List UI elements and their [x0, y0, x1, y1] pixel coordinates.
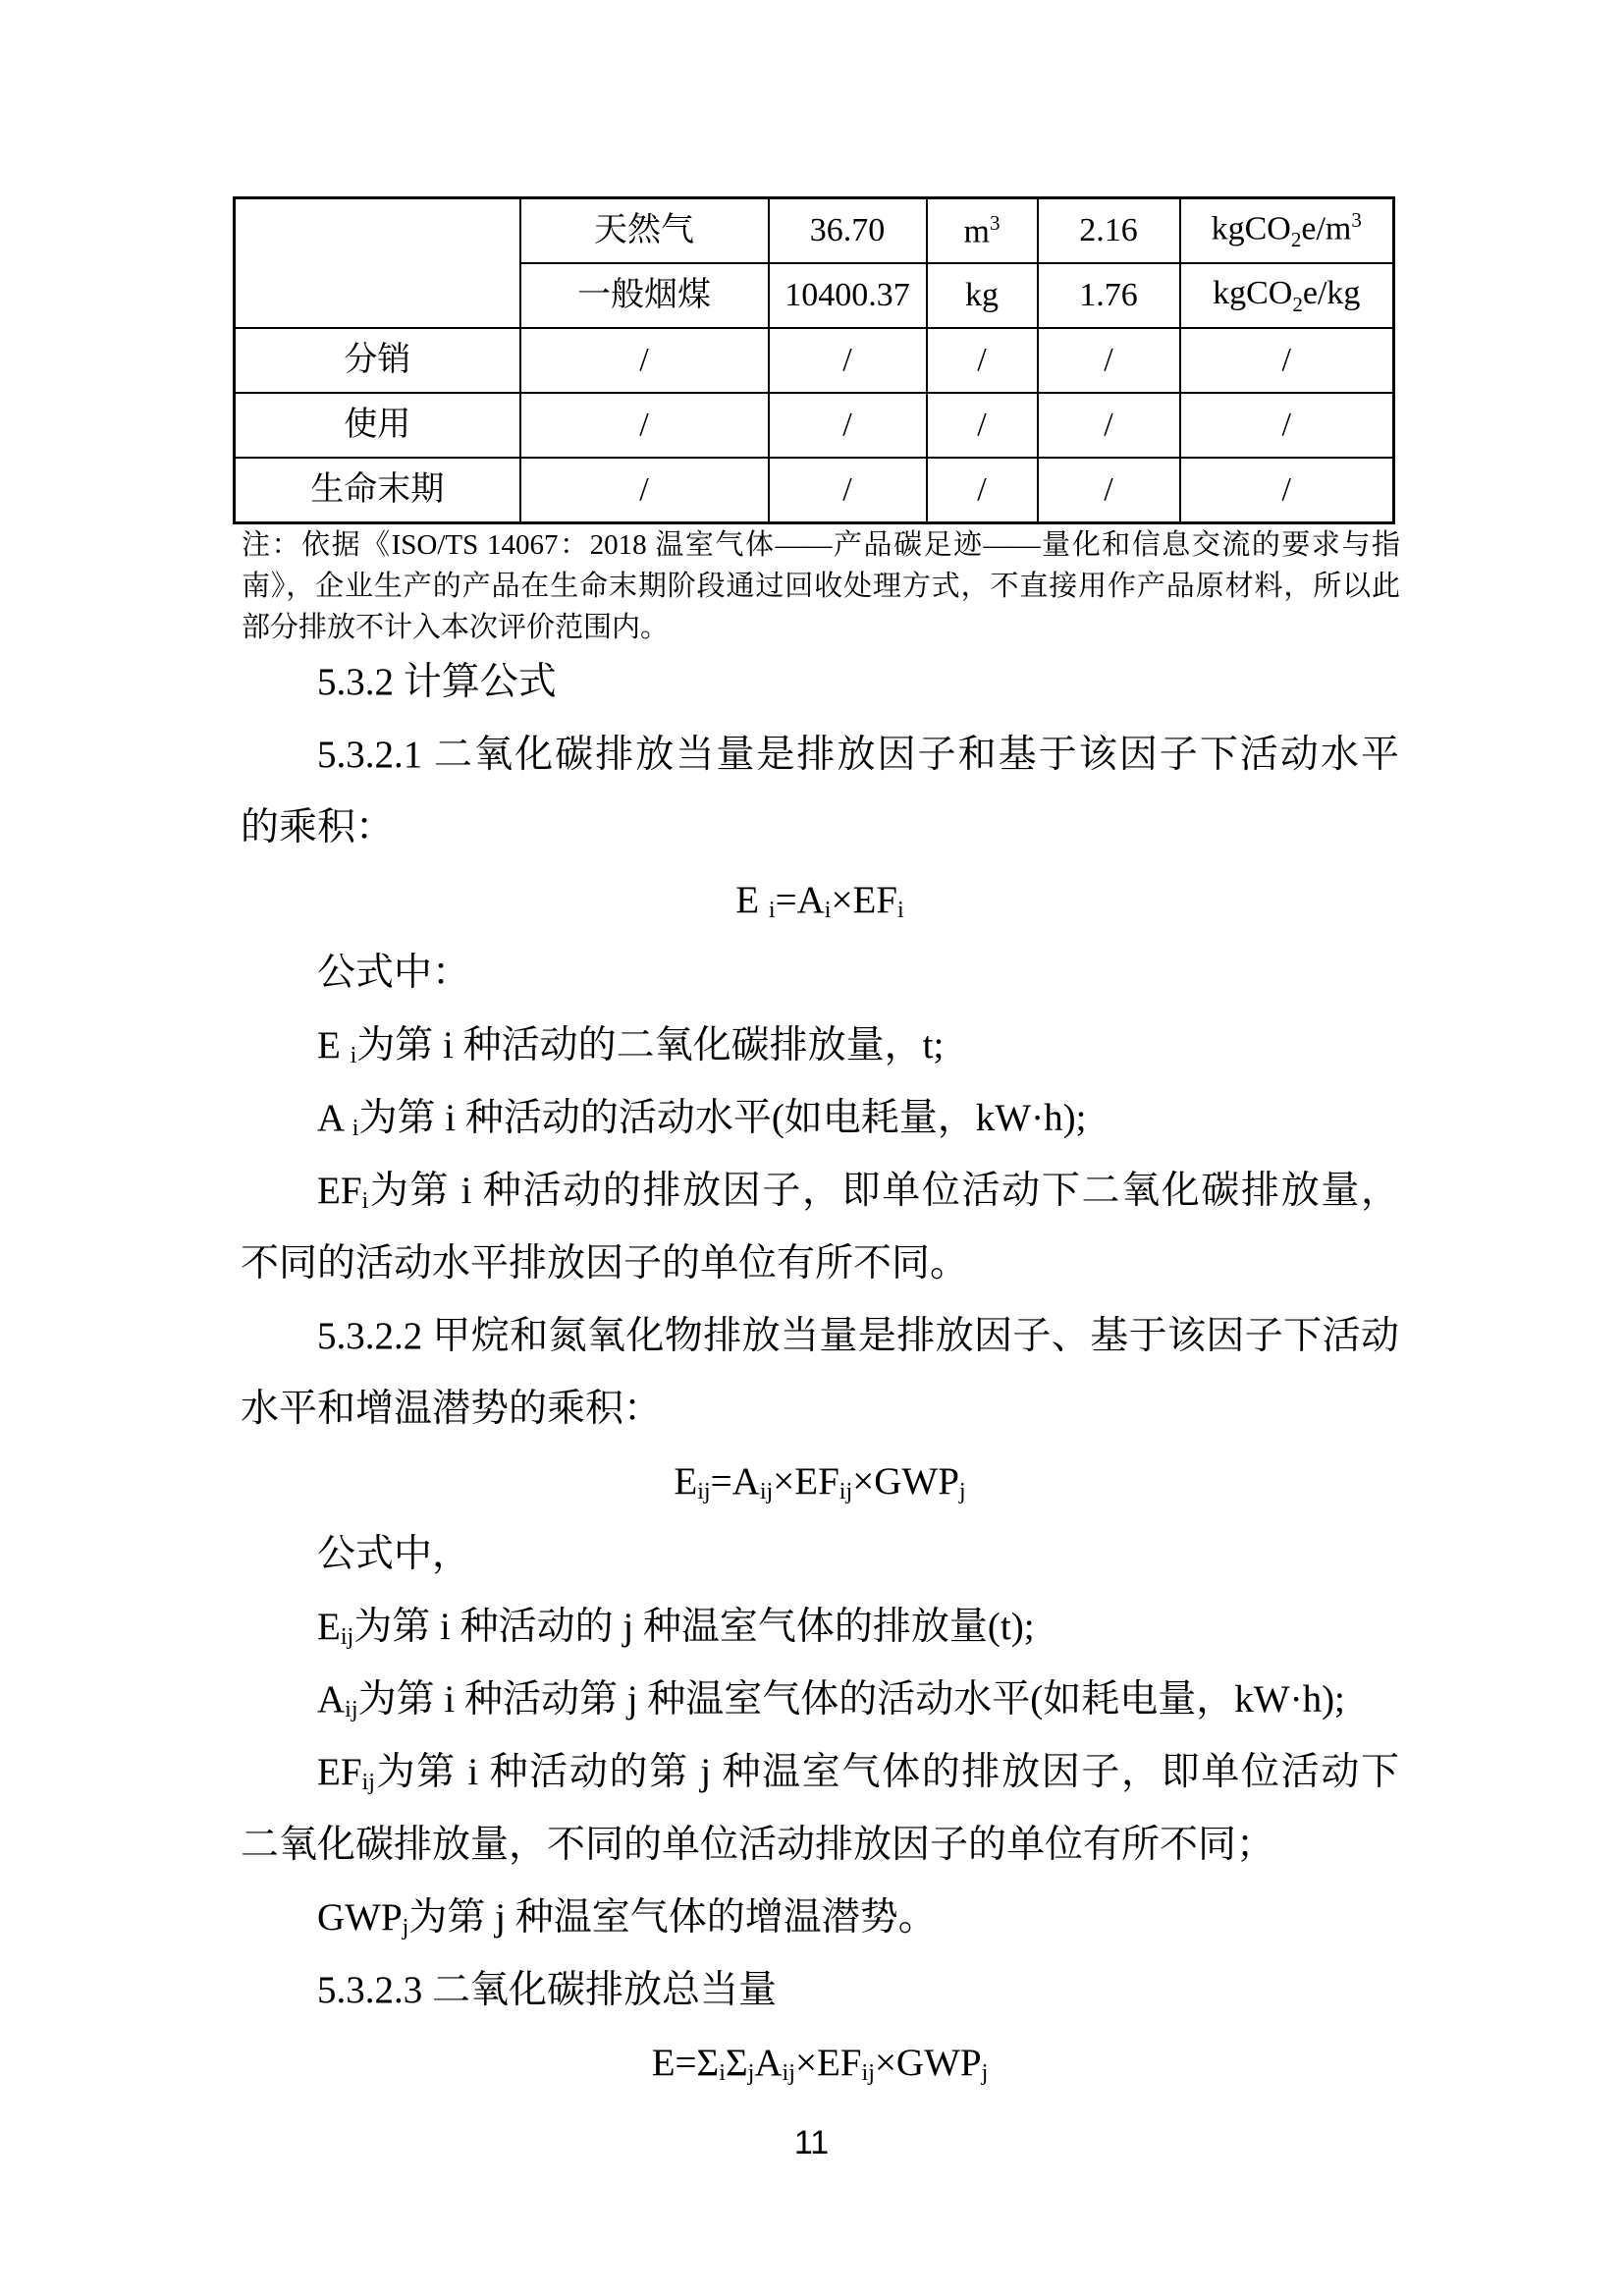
text-run: m	[963, 213, 990, 250]
text-run: /	[842, 342, 852, 378]
text-run: /	[977, 342, 987, 378]
note-line: 部分排放不计入本次评价范围内。	[242, 612, 670, 643]
text-run: /	[1104, 342, 1113, 378]
table-row	[235, 328, 1394, 393]
text-run: /	[639, 342, 649, 378]
text-run: 5.3.2.3 二氧化碳排放总当量	[317, 1969, 778, 2011]
text-run: /	[1281, 407, 1291, 443]
body-line	[241, 1809, 1399, 1882]
text-run: /	[977, 471, 987, 508]
table-cell	[1038, 263, 1180, 328]
text-run: kgCO	[1213, 274, 1293, 311]
body-line	[241, 1228, 1399, 1300]
text-run: 天然气	[594, 212, 694, 248]
subscript-text: 2	[1290, 228, 1302, 252]
text-run: 5.3.2.2 甲烷和氮氧化物排放当量是排放因子、基于该因子下活动	[317, 1315, 1399, 1357]
table-cell	[1180, 393, 1394, 458]
formula-line	[241, 1446, 1399, 1518]
text-run: E	[674, 1460, 698, 1503]
text-run: 使用	[344, 407, 411, 443]
table-row	[235, 393, 1394, 458]
table-cell	[235, 198, 520, 329]
text-run: /	[1104, 471, 1113, 508]
text-run: /	[842, 471, 852, 508]
table-cell	[520, 263, 769, 328]
text-run: E	[317, 1024, 351, 1066]
subscript-text: j	[402, 1914, 409, 1941]
text-run: e/kg	[1302, 274, 1361, 311]
text-run: e/m	[1301, 210, 1352, 247]
subscript-text: j	[747, 2059, 755, 2087]
body-line	[241, 1591, 1399, 1664]
table-cell	[769, 263, 927, 328]
emission-factors-table	[233, 196, 1395, 524]
text-run: A	[317, 1678, 346, 1721]
text-run: 10400.37	[784, 277, 910, 313]
text-run: 不同的活动水平排放因子的单位有所不同。	[241, 1242, 969, 1285]
text-run: A	[754, 2042, 783, 2084]
superscript-text: 3	[989, 210, 1001, 235]
text-run: 2.16	[1079, 212, 1138, 248]
text-run: 水平和增温潜势的乘积：	[241, 1388, 663, 1430]
text-run: A	[317, 1097, 352, 1139]
body-line	[241, 1300, 1399, 1373]
subscript-text: ij	[839, 1478, 853, 1505]
subscript-text: i	[361, 1187, 369, 1215]
section-heading	[241, 1954, 1399, 2027]
text-run: ×EF	[794, 2042, 862, 2084]
text-run: 为第 j 种温室气体的增温潜势。	[408, 1896, 937, 1939]
text-run: 二氧化碳排放量，不同的单位活动排放因子的单位有所不同；	[241, 1824, 1275, 1866]
table-cell	[927, 198, 1038, 264]
subscript-text: 2	[1292, 292, 1303, 316]
text-run: ×EF	[773, 1460, 839, 1503]
text-run: kg	[965, 277, 999, 313]
table-cell	[1038, 393, 1180, 458]
text-run: ×GWP	[874, 2042, 982, 2084]
text-run: /	[842, 407, 852, 443]
table-cell	[520, 328, 769, 393]
document-body	[241, 646, 1399, 2100]
text-run: ×GWP	[852, 1460, 959, 1503]
text-run: 的乘积：	[241, 806, 395, 848]
table-cell	[769, 198, 927, 264]
table-cell	[927, 263, 1038, 328]
body-line	[241, 792, 1399, 864]
text-run: 为第 i 种活动的活动水平(如电耗量，kW·h);	[358, 1097, 1087, 1139]
text-run: E=Σ	[651, 2042, 720, 2084]
body-line	[241, 719, 1399, 792]
body-line	[241, 1518, 1399, 1591]
subscript-text: i	[352, 1115, 359, 1142]
table-cell	[1180, 198, 1394, 264]
subscript-text: j	[981, 2059, 989, 2087]
body-line	[241, 1010, 1399, 1082]
text-run: 一般烟煤	[577, 277, 711, 313]
text-run: /	[639, 407, 649, 443]
subscript-text: j	[958, 1478, 966, 1505]
text-run: 生命末期	[310, 471, 445, 508]
subscript-text: ij	[345, 1696, 358, 1723]
table-cell	[235, 393, 520, 458]
table-cell	[520, 458, 769, 523]
formula-line	[241, 864, 1399, 937]
table-cell	[1038, 328, 1180, 393]
table-cell	[927, 458, 1038, 523]
body-line	[241, 1373, 1399, 1446]
text-run: 为第 i 种活动的 j 种温室气体的排放量(t);	[353, 1606, 1035, 1648]
subscript-text: i	[350, 1042, 357, 1069]
subscript-text: ij	[361, 1769, 375, 1796]
table-cell	[927, 328, 1038, 393]
body-line	[241, 1882, 1399, 1954]
subscript-text: ij	[861, 2059, 875, 2087]
note-line: 注：依据《ISO/TS 14067：2018 温室气体——产品碳足迹——量化和信息交流的要求与指	[242, 529, 1400, 561]
body-line	[241, 1082, 1399, 1155]
text-run: =A	[710, 1460, 760, 1503]
text-run: ×EF	[831, 879, 897, 921]
section-heading	[241, 646, 1399, 719]
table-cell	[520, 393, 769, 458]
text-run: 36.70	[809, 212, 886, 248]
text-run: /	[1281, 471, 1291, 508]
text-run: 为第 i 种活动的排放因子，即单位活动下二氧化碳排放量，	[368, 1170, 1399, 1212]
table-cell	[1180, 263, 1394, 328]
text-run: 分销	[344, 342, 411, 378]
table-cell	[235, 458, 520, 523]
text-run: kgCO	[1211, 210, 1291, 247]
table-note	[242, 524, 1400, 648]
text-run: 1.76	[1079, 277, 1138, 313]
text-run: E	[317, 1606, 341, 1648]
body-line	[241, 937, 1399, 1010]
subscript-text: ij	[759, 1478, 774, 1505]
superscript-text: 3	[1351, 208, 1362, 233]
table-cell	[769, 328, 927, 393]
text-run: 为第 i 种活动的二氧化碳排放量，t;	[356, 1024, 945, 1066]
text-run: 为第 i 种活动的第 j 种温室气体的排放因子，即单位活动下	[374, 1751, 1399, 1793]
text-run: 5.3.2.1 二氧化碳排放当量是排放因子和基于该因子下活动水平	[317, 734, 1399, 776]
subscript-text: ij	[697, 1478, 711, 1505]
body-line	[241, 1155, 1399, 1228]
text-run: Σ	[725, 2042, 748, 2084]
subscript-text: i	[896, 897, 904, 924]
subscript-text: i	[719, 2059, 726, 2087]
text-run: /	[1281, 342, 1291, 378]
page-number: 11	[793, 2124, 830, 2161]
subscript-text: ij	[340, 1623, 354, 1651]
subscript-text: ij	[782, 2059, 795, 2087]
table-cell	[769, 393, 927, 458]
table-cell	[235, 328, 520, 393]
table-cell	[520, 198, 769, 264]
text-run: /	[977, 407, 987, 443]
text-run: 为第 i 种活动第 j 种温室气体的活动水平(如耗电量，kW·h);	[357, 1678, 1345, 1721]
text-run: 公式中：	[317, 952, 471, 994]
body-line	[241, 1736, 1399, 1809]
text-run: /	[1104, 407, 1113, 443]
table-row	[235, 458, 1394, 523]
table-row	[235, 198, 1394, 264]
table-cell	[927, 393, 1038, 458]
formula-line	[241, 2027, 1399, 2100]
text-run: 5.3.2 计算公式	[317, 661, 557, 703]
table-cell	[1038, 458, 1180, 523]
body-line	[241, 1664, 1399, 1736]
text-run: =A	[775, 879, 825, 921]
text-run: EF	[317, 1170, 362, 1212]
text-run: EF	[317, 1751, 362, 1793]
table-cell	[1038, 198, 1180, 264]
table-cell	[769, 458, 927, 523]
note-line: 南》，企业生产的产品在生命末期阶段通过回收处理方式，不直接用作产品原材料，所以此	[242, 571, 1400, 602]
table-cell	[1180, 328, 1394, 393]
text-run: /	[639, 471, 649, 508]
text-run: 公式中，	[317, 1533, 471, 1575]
table-cell	[1180, 458, 1394, 523]
text-run: GWP	[317, 1896, 403, 1939]
table-body	[235, 198, 1394, 523]
text-run: E	[735, 879, 769, 921]
subscript-text: i	[824, 897, 832, 924]
subscript-text: i	[768, 897, 776, 924]
